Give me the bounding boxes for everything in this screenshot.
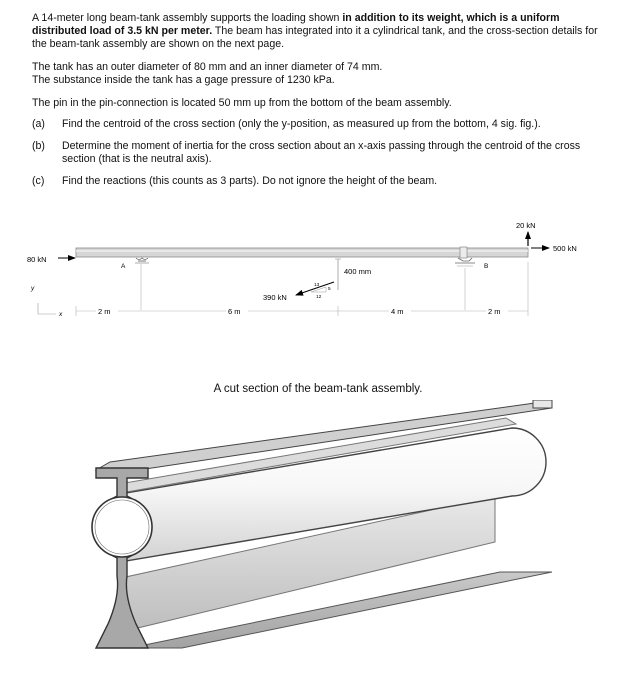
intro-text-2: The beam has integrated into it a cylindrical tank, and the cross-section details for the beam-tank assembly are shown on the next page. [32,25,598,50]
top-flange-end [533,400,552,408]
tank-dimension-line: The tank has an outer diameter of 80 mm and an inner diameter of 74 mm. [32,61,383,73]
axis-x-label: x [59,311,63,318]
question-c-text: Find the reactions (this counts as 3 parts). Do not ignore the height of the beam. [62,175,438,187]
intro-bold-text: in addition to its weight, which is a uniform distributed load of 3.5 kN per meter. [32,12,560,37]
cut-section-caption: A cut section of the beam-tank assembly. [213,383,423,395]
cut-section-drawing [0,400,636,690]
beam-loading-diagram [0,210,636,325]
load-label-20kn: 20 kN [516,221,536,230]
load-label-80kn: 80 kN [27,255,47,264]
question-a-label: (a) [32,118,45,130]
support-b-label: B [484,263,489,270]
dimension-label-2m-right: 2 m [488,307,501,316]
question-b [32,140,607,166]
slope-label-5: 5 [328,287,331,292]
question-b-text: Determine the moment of inertia for the cross section about an x-axis passing through the centroid of the cross section (that is the neutral axis). [62,140,581,165]
question-c [32,175,607,188]
support-a [135,258,149,310]
intro-paragraph [32,12,607,51]
slope-label-12: 12 [316,295,322,300]
coordinate-axes [38,303,56,314]
axis-y-label: y [31,285,35,292]
pin-line: The pin in the pin-connection is located 50 mm up from the bottom of the beam assembly. [32,97,452,109]
inclined-load-label: 390 kN [263,293,287,302]
slope-label-13: 13 [314,283,320,288]
tank-pressure-line: The substance inside the tank has a gage pressure of 1230 kPa. [32,74,335,86]
question-b-label: (b) [32,140,45,152]
intro-text-1: A 14-meter long beam-tank assembly supports the loading shown [32,12,343,24]
dimension-label-6m: 6 m [228,307,241,316]
question-c-label: (c) [32,175,45,187]
span-dimension-line [76,262,528,316]
tank-depth-label: 400 mm [344,267,372,276]
dimension-label-4m: 4 m [391,307,404,316]
tank-paragraph [32,61,607,87]
dimension-label-2m-left: 2 m [98,307,111,316]
support-a-label: A [121,263,126,270]
question-a [32,118,607,131]
question-a-text: Find the centroid of the cross section (only the y-position, as measured up from the bottom, 4 sig. fig.). [62,118,541,130]
load-label-500kn: 500 kN [553,244,577,253]
